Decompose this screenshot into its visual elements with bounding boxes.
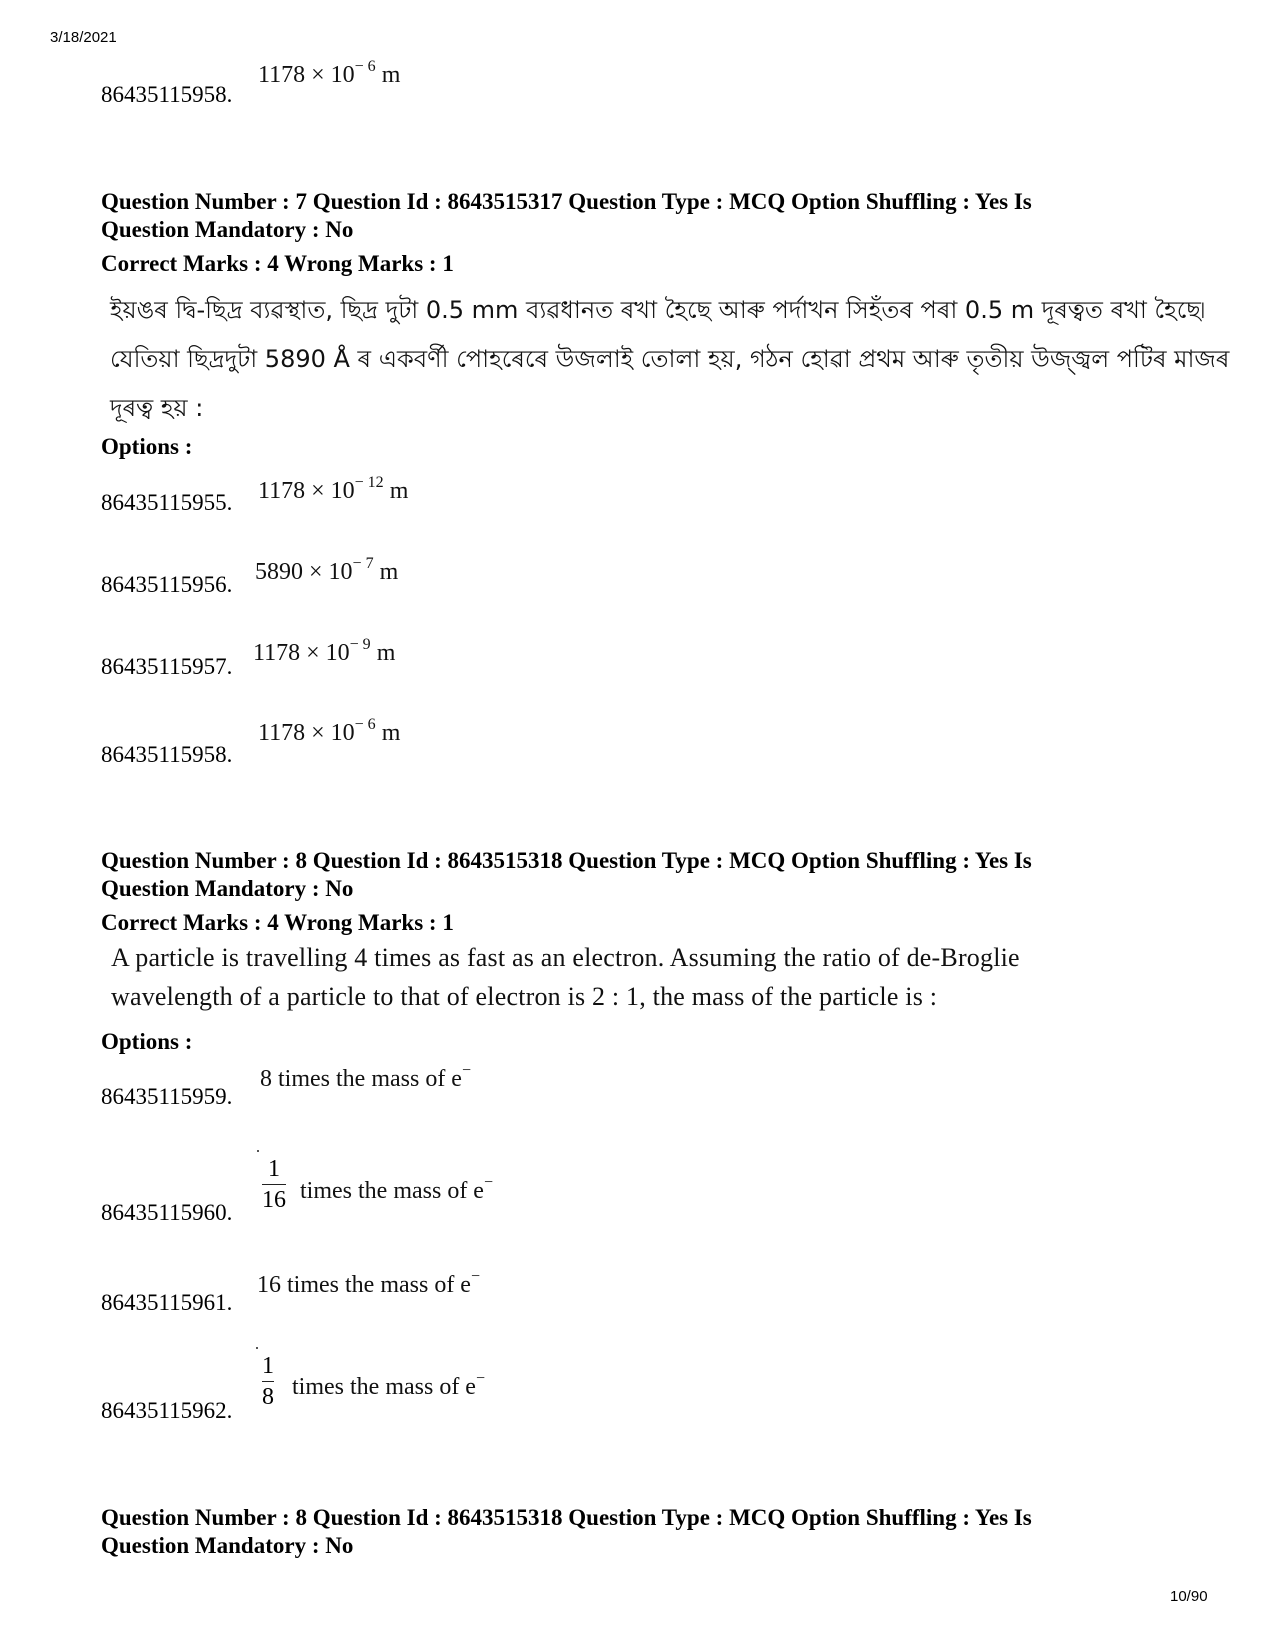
option-value: 16 times the mass of e− xyxy=(257,1268,480,1298)
option-value: $1178 \times 10^{- 6}$ m xyxy=(258,58,401,88)
option-value: $5890 \times 10^{- 7}$ m xyxy=(255,555,399,585)
options-label: Options : xyxy=(101,434,193,459)
option-value: $1178 \times 10^{- 9}$ m xyxy=(253,636,396,666)
option-id: 86435115957. xyxy=(101,654,233,679)
option-value: times the mass of e− xyxy=(292,1370,485,1400)
option-id: 86435115958. xyxy=(101,82,233,107)
question-header: Question Number : 8 Question Id : 8643515318 Question Type : MCQ Option Shuffling : Yes Is Question Mandatory : No xyxy=(101,1505,1032,1558)
fraction-bar xyxy=(262,1381,274,1382)
option-id: 86435115958. xyxy=(101,742,233,767)
question-text: দূৰত্ব হয় : xyxy=(110,394,204,422)
option-id: 86435115961. xyxy=(101,1290,233,1315)
option-id: 86435115955. xyxy=(101,490,233,515)
fraction xyxy=(262,1352,274,1411)
fraction-bar xyxy=(262,1184,286,1185)
fraction-numerator: 1 xyxy=(268,1156,280,1182)
question-text: wavelength of a particle to that of electron is 2 : 1, the mass of the particle is : xyxy=(111,982,938,1011)
decorative-dot xyxy=(256,1347,258,1349)
fraction-denominator: 8 xyxy=(262,1384,274,1410)
option-value: $1178 \times 10^{- 6}$ m xyxy=(258,716,401,746)
option-value: $1178 \times 10^{- 12}$ m xyxy=(258,474,409,504)
question-marks: Correct Marks : 4 Wrong Marks : 1 xyxy=(101,910,454,935)
question-text: A particle is travelling 4 times as fast as an electron. Assuming the ratio of de-Broglie xyxy=(111,943,1020,972)
question-text: যেতিয়া ছিদ্ৰদুটা 5890 Å ৰ একবৰ্ণী পোহৰেৰে উজলাই তোলা হয়, গঠন হোৱা প্ৰথম আৰু তৃতীয় উজ্জ্বল পটিৰ মাজৰ xyxy=(110,345,1230,373)
option-id: 86435115960. xyxy=(101,1200,233,1225)
fraction xyxy=(262,1155,286,1214)
option-value: times the mass of e− xyxy=(300,1174,493,1204)
decorative-dot xyxy=(257,1150,259,1152)
option-id: 86435115959. xyxy=(101,1084,233,1109)
question-marks: Correct Marks : 4 Wrong Marks : 1 xyxy=(101,251,454,276)
question-header: Question Number : 8 Question Id : 8643515318 Question Type : MCQ Option Shuffling : Yes Is Question Mandatory : No xyxy=(101,848,1032,901)
fraction-numerator: 1 xyxy=(262,1353,274,1379)
question-text: ইয়ঙৰ দ্বি-ছিদ্ৰ ব্যৱস্থাত, ছিদ্ৰ দুটা 0.5 mm ব্যৱধানত ৰখা হৈছে আৰু পৰ্দাখন সিহঁতৰ পৰা 0.5 m দূৰত্বত ৰখা হৈছে৷ xyxy=(110,296,1205,324)
option-id: 86435115962. xyxy=(101,1398,233,1423)
page-number: 10/90 xyxy=(1170,1588,1208,1605)
options-label: Options : xyxy=(101,1029,193,1054)
option-value: 8 times the mass of e− xyxy=(260,1062,471,1092)
page-date: 3/18/2021 xyxy=(50,29,117,46)
option-id: 86435115956. xyxy=(101,572,233,597)
question-header: Question Number : 7 Question Id : 8643515317 Question Type : MCQ Option Shuffling : Yes Is Question Mandatory : No xyxy=(101,189,1032,242)
fraction-denominator: 16 xyxy=(262,1187,286,1213)
